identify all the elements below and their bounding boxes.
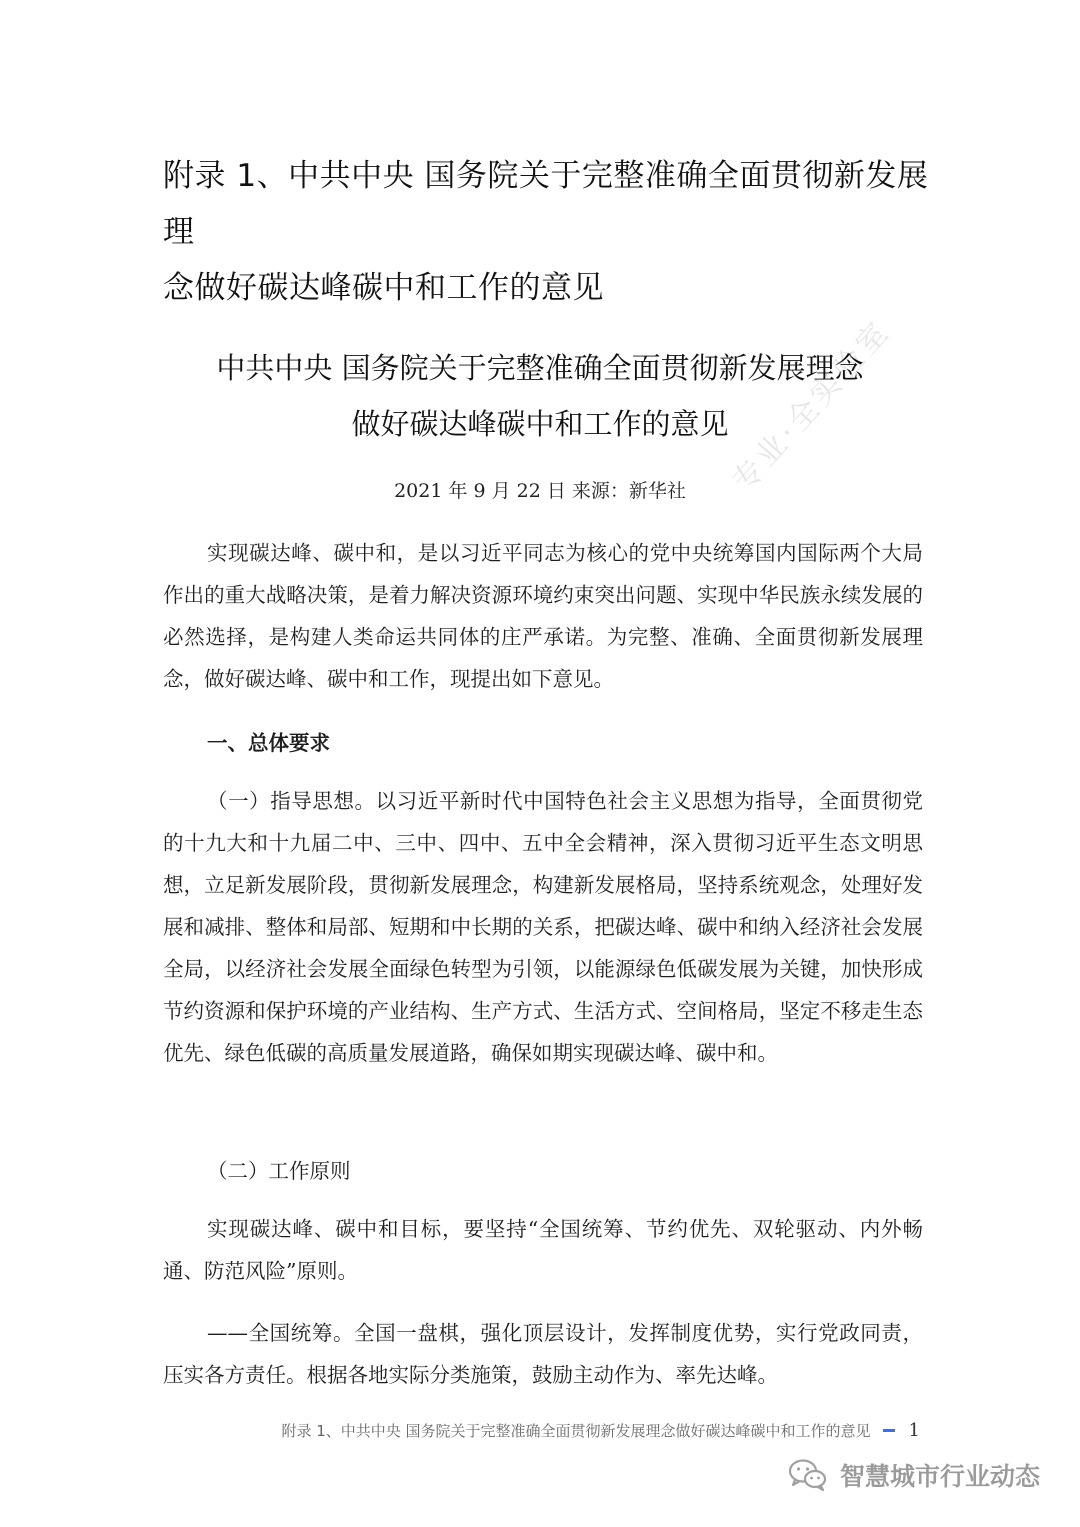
paragraph-intro: 实现碳达峰、碳中和，是以习近平同志为核心的党中央统筹国内国际两个大局作出的重大战略决策，是着力解决资源环境约束突出问题、实现中华民族永续发展的必然选择，是构建人类命运共同体的庄严承诺。为完整、准确、全面贯彻新发展理念，做好碳达峰、碳中和工作，现提出如下意见。: [163, 541, 923, 691]
appendix-title-line-2: 念做好碳达峰碳中和工作的意见: [163, 270, 604, 306]
paragraph-national-coordination: ——全国统筹。全国一盘棋，强化顶层设计，发挥制度优势，实行党政同责，压实各方责任。根据各地实际分类施策，鼓励主动作为、率先达峰。: [163, 1321, 923, 1387]
page-footer: [150, 1420, 920, 1441]
page-number: 1: [908, 1420, 920, 1441]
paragraph-principles: 实现碳达峰、碳中和目标，要坚持“全国统筹、节约优先、双轮驱动、内外畅通、防范风险”原则。: [163, 1217, 923, 1283]
document-title: [120, 340, 960, 452]
brand-name: 智慧城市行业动态: [839, 1462, 1040, 1491]
appendix-title: [163, 148, 943, 316]
subsection-heading-work-principles: （二）工作原则: [207, 1159, 351, 1183]
footer-dash-divider: [883, 1429, 895, 1432]
document-title-line-1: 中共中央 国务院关于完整准确全面贯彻新发展理念: [216, 351, 864, 385]
paragraph-guiding-ideology: （一）指导思想。以习近平新时代中国特色社会主义思想为指导，全面贯彻党的十九大和十九届二中、三中、四中、五中全会精神，深入贯彻习近平生态文明思想，立足新发展阶段，贯彻新发展理念，构建新发展格局，坚持系统观念，处理好发展和减排、整体和局部、短期和中长期的关系，把碳达峰、碳中和纳入经济社会发展全局，以经济社会发展全面绿色转型为引领，以能源绿色低碳发展为关键，加快形成节约资源和保护环境的产业结构、生产方式、生活方式、空间格局，坚定不移走生态优先、绿色低碳的高质量发展道路，确保如期实现碳达峰、碳中和。: [163, 789, 923, 1065]
section-heading-overall-requirements: 一、总体要求: [207, 731, 330, 755]
brand-watermark: [788, 1457, 1040, 1493]
watermark: 专业·全实验室: [725, 313, 898, 499]
document-date-source: 2021 年 9 月 22 日 来源：新华社: [394, 480, 686, 502]
document-title-line-2: 做好碳达峰碳中和工作的意见: [351, 407, 729, 441]
footer-running-title: 附录 1、中共中央 国务院关于完整准确全面贯彻新发展理念做好碳达峰碳中和工作的意见: [281, 1422, 871, 1440]
appendix-title-line-1: 附录 1、中共中央 国务院关于完整准确全面贯彻新发展理: [163, 158, 929, 250]
wechat-icon: [788, 1458, 828, 1492]
